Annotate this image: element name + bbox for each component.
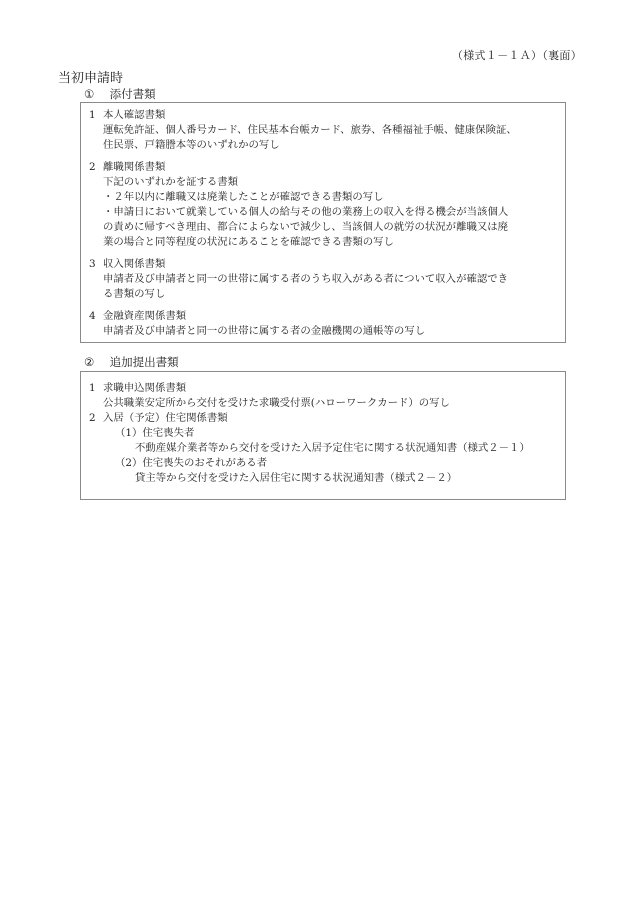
item-line: 下記のいずれかを証する書類: [103, 176, 239, 188]
sub-item-body: 貸主等から交付を受けた入居住宅に関する状況通知書（様式２－２）: [135, 472, 458, 484]
doc-item-income: 3 収入関係書類 申請者及び申請者と同一の世帯に属する者のうち収入がある者について収入が確認でき る書類の写し: [89, 257, 557, 302]
item-title: 入居（予定）住宅関係書類: [103, 412, 228, 424]
item-line: る書類の写し: [103, 288, 166, 300]
item-line: 公共職業安定所から交付を受けた求職受付票(ハローワークカード）の写し: [103, 397, 450, 409]
doc-item-job-application: 1 求職申込関係書類 公共職業安定所から交付を受けた求職受付票(ハローワークカード）の写し: [89, 381, 557, 411]
bullet-cont: の責めに帰すべき理由、都合によらないで減少し、当該個人の就労の状況が離職又は廃: [103, 221, 509, 233]
item-line: 申請者及び申請者と同一の世帯に属する者の金融機関の通帳等の写し: [103, 325, 426, 337]
item-title: 求職申込関係書類: [103, 382, 187, 394]
section1-number: ①: [84, 87, 95, 101]
sub-item-label: （2）住宅喪失のおそれがある者: [115, 457, 268, 469]
attachments-box: [80, 102, 566, 343]
sub-item-label: （1）住宅喪失者: [115, 427, 195, 439]
section1-heading: [84, 86, 156, 102]
section2-number: ②: [84, 355, 95, 369]
item-line: 運転免許証、個人番号カード、住民基本台帳カード、旅券、各種福祉手帳、健康保険証、: [103, 124, 517, 136]
item-line: 申請者及び申請者と同一の世帯に属する者のうち収入がある者について収入が確認でき: [103, 273, 509, 285]
item-title: 金融資産関係書類: [103, 310, 187, 322]
section1-title: 添付書類: [109, 87, 156, 101]
form-number: （様式１－１Ａ）（裏面）: [451, 49, 582, 62]
doc-item-separation: 2 離職関係書類 下記のいずれかを証する書類 ・２年以内に離職又は廃業したことが確認できる書類の写し ・申請日において就業している個人の給与その他の業務上の収入を得る機会が当該個人 の責めに帰すべき理由、都合によらないで減少し、当該個人の就労の状況が離職又は廃 業の場合と同等程度の状況にあることを確認できる書類の写し: [89, 160, 557, 250]
item-title: 収入関係書類: [103, 258, 166, 270]
doc-item-housing: 2 入居（予定）住宅関係書類 （1）住宅喪失者 不動産媒介業者等から交付を受けた入居予定住宅に関する状況通知書（様式２－１） （2）住宅喪失のおそれがある者 貸主等から交付を受けた入居住宅に関する状況通知書（様式２－２）: [89, 411, 557, 486]
bullet-line: ・２年以内に離職又は廃業したことが確認できる書類の写し: [103, 191, 384, 203]
additional-docs-box: [80, 371, 566, 500]
doc-item-assets: 4 金融資産関係書類 申請者及び申請者と同一の世帯に属する者の金融機関の通帳等の写し: [89, 309, 557, 339]
bullet-line: ・申請日において就業している個人の給与その他の業務上の収入を得る機会が当該個人: [103, 206, 509, 218]
doc-item-identity: 1 本人確認書類 運転免許証、個人番号カード、住民基本台帳カード、旅券、各種福祉手帳、健康保険証、 住民票、戸籍謄本等のいずれかの写し: [89, 108, 557, 153]
section2-title: 追加提出書類: [109, 355, 179, 369]
bullet-cont: 業の場合と同等程度の状況にあることを確認できる書類の写し: [103, 236, 394, 248]
sub-item-body: 不動産媒介業者等から交付を受けた入居予定住宅に関する状況通知書（様式２－１）: [135, 442, 530, 454]
item-line: 住民票、戸籍謄本等のいずれかの写し: [103, 139, 280, 151]
item-title: 離職関係書類: [103, 161, 166, 173]
item-title: 本人確認書類: [103, 109, 166, 121]
page-heading: 当初申請時: [58, 71, 124, 86]
section2-heading: [84, 354, 179, 370]
